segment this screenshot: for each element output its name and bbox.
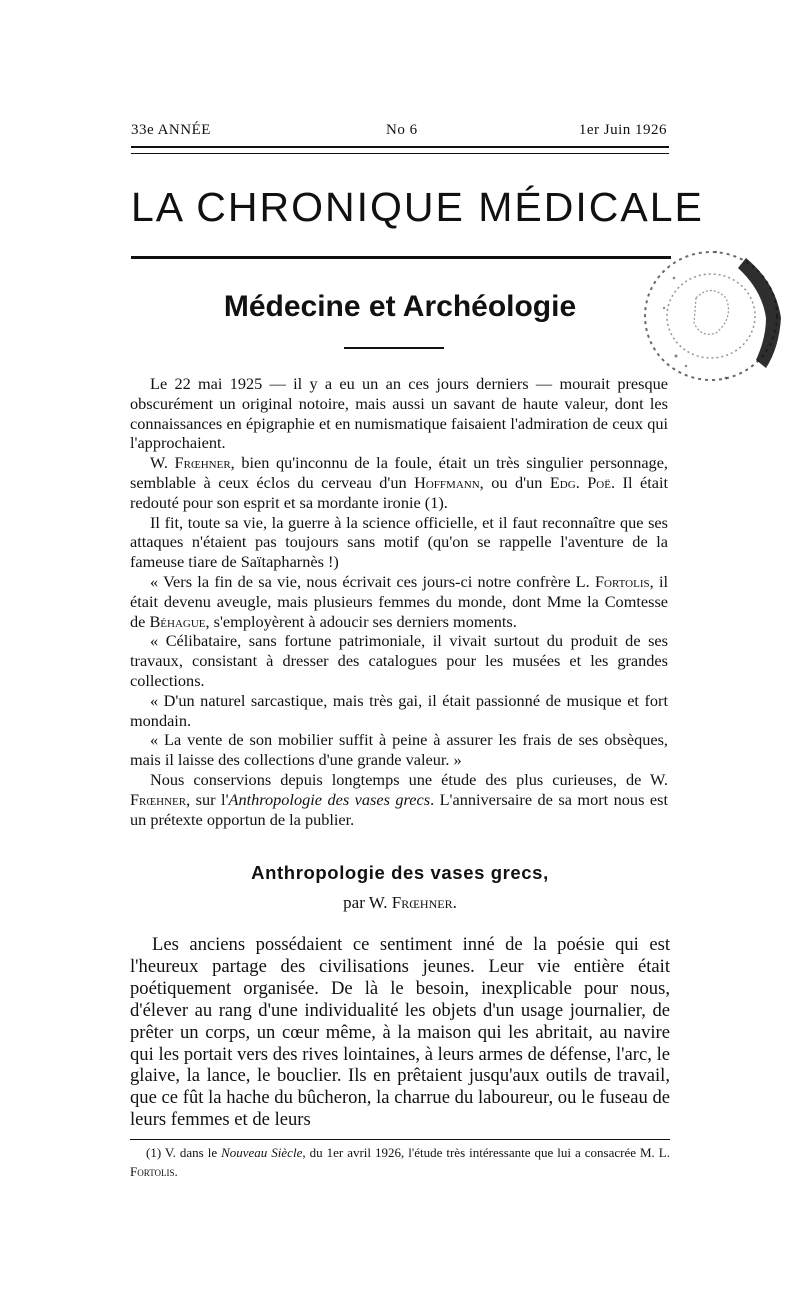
paragraph: « D'un naturel sarcastique, mais très gai, il était passionné de musique et fort mondain.	[130, 690, 668, 730]
paragraph	[130, 453, 668, 512]
text-run: , il était devenu aveugle, mais plusieurs femmes du monde, dont	[130, 571, 668, 611]
author-name: Frœhner	[391, 893, 453, 912]
title-divider	[131, 256, 671, 259]
text-run: Nous conservions depuis longtemps une étude des plus curieuses, de W.	[150, 769, 668, 789]
study-title: Anthropologie des vases grecs,	[251, 862, 549, 883]
person-name: Fortolis	[130, 1164, 175, 1179]
work-title: Anthropologie des vases grecs	[228, 789, 431, 809]
footnote-text	[130, 1143, 670, 1181]
footnote	[130, 1143, 670, 1181]
text-run: , sur l'	[186, 789, 229, 809]
stamp-emblem	[694, 291, 728, 335]
study-byline	[200, 893, 600, 913]
issue-date: 1er Juin 1926	[578, 122, 667, 138]
text-run: .	[452, 893, 457, 912]
paragraph: Les anciens possédaient ce sentiment inné de la poésie qui est l'heureux partage des civilisations jeunes. Leur vie entière était poétiquement organisée. De là le besoin, inexplicable pour nous, d'élever au rang d'une individualité les objets d'un usage journalier, de prêter un corps, un cœur même, à la maison qui les abritait, au navire qui les portait vers des rives lointaines, à leurs armes de défense, l'arc, le glaive, la lance, le bouclier. Ils en prêtaient jusqu'aux outils de travail, que ce fût la hache du bûcheron, la charrue du laboureur, ou le fuseau de leurs femmes et de leurs	[130, 934, 670, 1131]
article-title-rule	[344, 347, 444, 349]
text-run: . Il était redouté pour son esprit et sa mordante ironie (1).	[130, 472, 669, 512]
running-header	[131, 122, 667, 144]
text-run: par W.	[343, 893, 392, 912]
text-run: W.	[150, 453, 175, 473]
text-run: , ou d'un	[479, 472, 550, 492]
text-run: « Vers la fin de sa vie, nous écrivait ces jours-ci notre confrère L.	[150, 571, 595, 591]
paragraph: « Célibataire, sans fortune patrimoniale, il vivait surtout du produit de ses travaux, consistant à dresser des catalogues pour les musées et les grandes collections.	[130, 631, 668, 690]
study-body	[130, 934, 670, 1131]
paragraph: Le 22 mai 1925 — il y a eu un an ces jours derniers — mourait presque obscurément un original notoire, mais aussi un savant de haute valeur, dont les connaissances en épigraphie et en numismatique faisaient l'admiration de ceux qui l'approchaient.	[130, 374, 668, 453]
stamp-ink-band	[738, 258, 781, 368]
footnote-divider	[130, 1139, 670, 1140]
journal-title: LA CHRONIQUE MÉDICALE	[131, 184, 704, 230]
person-name: Frœhner	[174, 453, 231, 473]
paragraph: Il fit, toute sa vie, la guerre à la science officielle, et il faut reconnaître que ses attaques n'étaient pas toujours sans motif (qu'on se rappelle l'aventure de la fameuse tiare de Saïtapharnès !)	[130, 512, 668, 572]
text-run: (1) V. dans le	[146, 1145, 222, 1160]
text-run: , du 1er avril 1926, l'étude très intéressante que lui a consacrée M. L.	[302, 1145, 670, 1160]
text-run: la Comtesse de	[130, 591, 669, 631]
publication-title: Nouveau Siècle	[221, 1145, 303, 1160]
header-divider	[131, 146, 669, 154]
title-abbrev: Mme	[546, 591, 582, 611]
person-name: Edg. Poë	[549, 472, 611, 492]
text-run: . L'anniversaire de sa mort nous est un prétexte opportun de la publier.	[130, 789, 668, 829]
article-body	[130, 374, 668, 829]
text-run: .	[174, 1164, 178, 1179]
text-run: , bien qu'inconnu de la foule, était un très singulier personnage, semblable à ceux éclos du cerveau d'un	[130, 453, 668, 492]
person-name: Béhague	[149, 611, 206, 631]
volume-label: 33e ANNÉE	[131, 122, 211, 138]
person-name: Fortolis	[594, 571, 650, 591]
issue-number: No 6	[386, 122, 418, 138]
stamp-inner-ring	[667, 274, 755, 358]
person-name: Frœhner	[130, 789, 187, 809]
article-title: Médecine et Archéologie	[223, 290, 577, 323]
paragraph: « La vente de son mobilier suffit à peine à assurer les frais de ses obsèques, mais il laisse des collections d'une grande valeur. »	[130, 730, 668, 770]
text-run: , s'employèrent à adoucir ses derniers moments.	[205, 611, 517, 631]
person-name: Hoffmann	[414, 472, 480, 492]
paragraph	[130, 770, 668, 829]
paragraph	[130, 572, 668, 631]
